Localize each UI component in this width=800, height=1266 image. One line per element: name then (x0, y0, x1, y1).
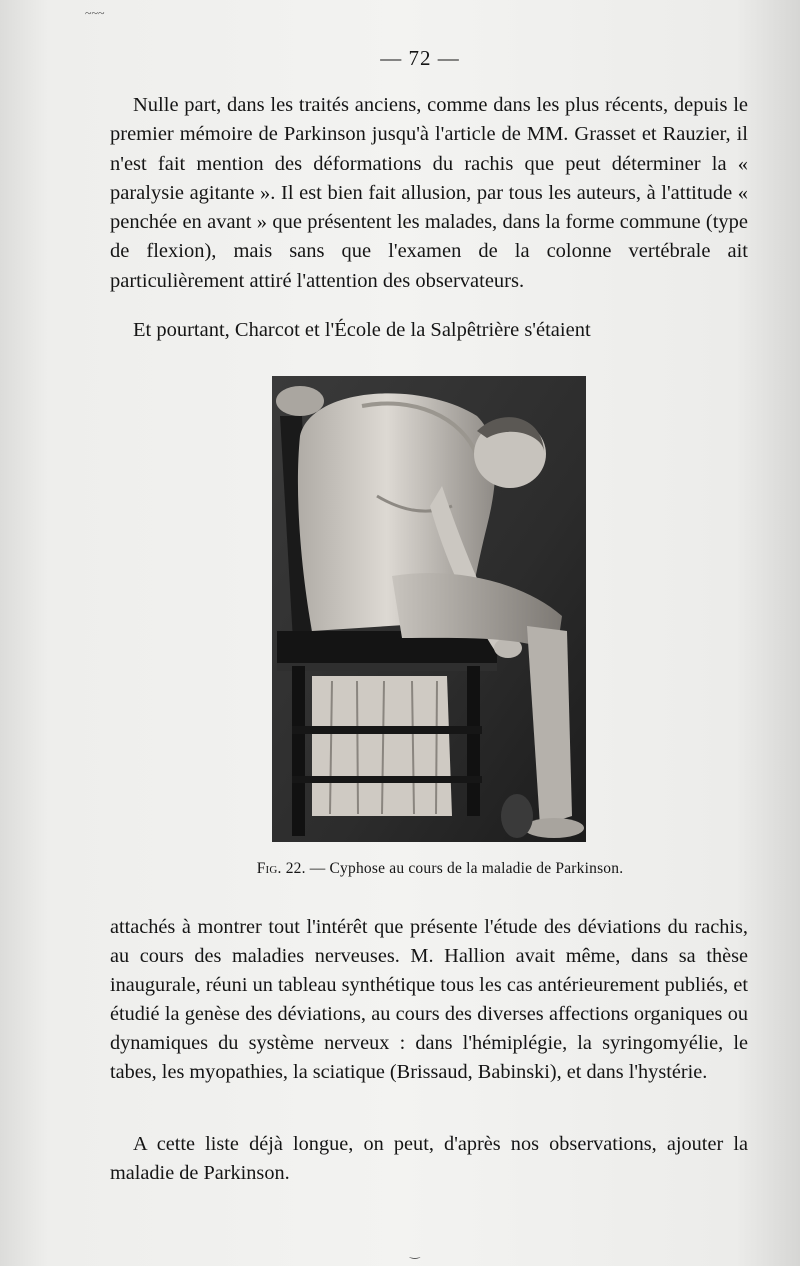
paragraph-2: Et pourtant, Charcot et l'École de la Salpêtrière s'étaient (133, 319, 591, 341)
figure-caption (160, 860, 720, 878)
figure-label: Fig. 22. (256, 860, 306, 877)
scan-blemish: ‿ (410, 1245, 420, 1259)
figure-photograph (272, 376, 586, 842)
patient-photograph-image (272, 376, 586, 842)
page-number: — 72 — (380, 46, 460, 70)
paragraph-4: A cette liste déjà longue, on peut, d'après nos observations, ajouter la maladie de Parkinson. (110, 1133, 748, 1184)
figure-caption-text: — Cyphose au cours de la maladie de Parkinson. (305, 860, 624, 877)
paragraph-1: Nulle part, dans les traités anciens, comme dans les plus récents, depuis le premier mémoire de Parkinson jusqu'à l'article de MM. Grasset et Rauzier, il n'est fait mention des déformations du rachis que peut déterminer la « paralysie agitante ». Il est bien fait allusion, par tous les auteurs, à l'attitude « penchée en avant » que présentent les malades, dans la forme commune (type de flexion), mais sans que l'examen de la colonne vertébrale ait particulièrement attiré l'attention des observateurs. (110, 94, 748, 292)
scan-blemish: ~~~ (85, 6, 105, 20)
paragraph-3: attachés à montrer tout l'intérêt que présente l'étude des déviations du rachis, au cours des maladies nerveuses. M. Hallion avait même, dans sa thèse inaugurale, réuni un tableau synthétique tous les cas antérieurement publiés, et étudié la genèse des déviations, au cours des diverses affections organiques ou dynamiques du système nerveux : dans l'hémiplégie, la syringomyélie, le tabes, les myopathies, la sciatique (Brissaud, Babinski), et dans l'hystérie. (110, 916, 748, 1083)
